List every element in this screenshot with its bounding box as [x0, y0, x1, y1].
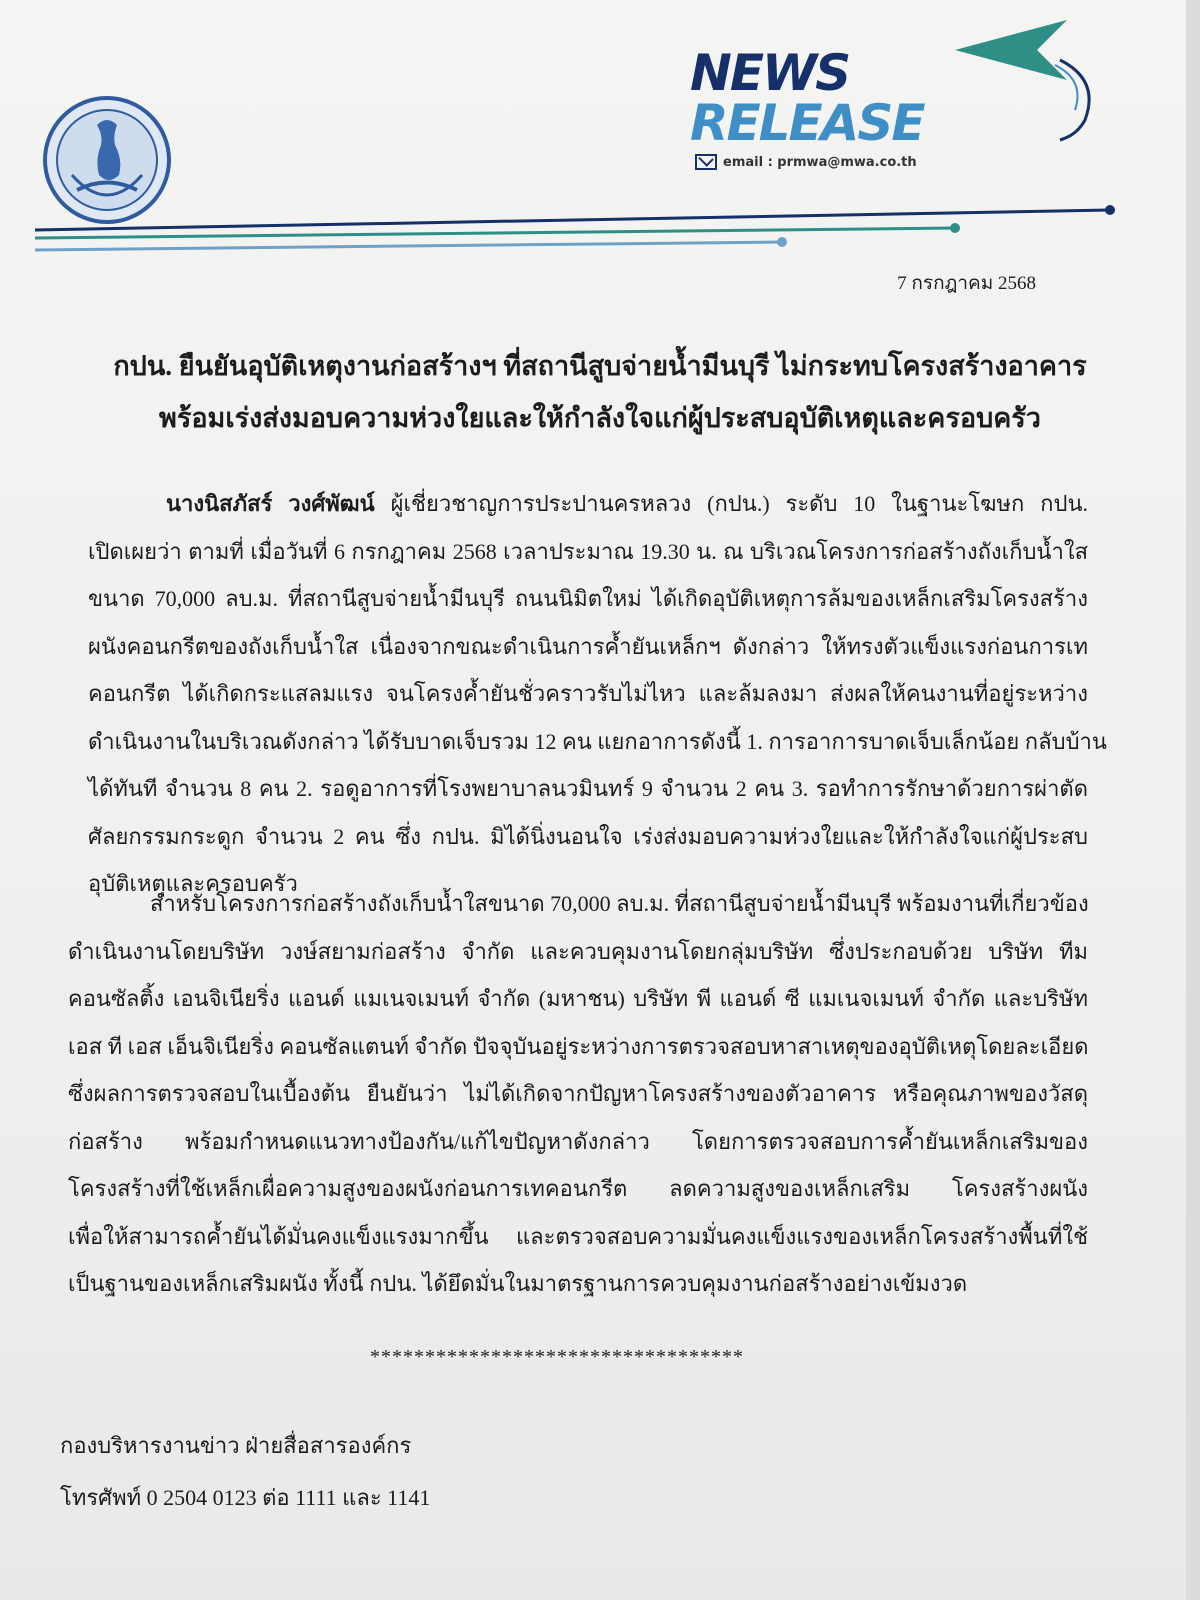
header-decorative-lines — [0, 200, 1200, 270]
body-line: ได้ทันที จำนวน 8 คน 2. รอดูอาการที่โรงพยาบาลนวมินทร์ 9 จำนวน 2 คน 3. รอทำการรักษาด้วยการผ่าตัด — [88, 776, 1088, 801]
body-line: เพื่อให้สามารถค้ำยันได้มั่นคงแข็งแรงมากขึ้น และตรวจสอบความมั่นคงแข็งแรงของเหล็กโครงสร้างพื้นที่ใช้ — [68, 1223, 1088, 1249]
body-line: เป็นฐานของเหล็กเสริมผนัง ทั้งนี้ กปน. ได้ยึดมั่นในมาตรฐานการควบคุมงานก่อสร้างอย่างเข้มงวด — [68, 1271, 968, 1296]
body-paragraph-2 — [68, 880, 1088, 1308]
separator-stars: ********************************** — [370, 1346, 744, 1368]
body-line: ผนังคอนกรีตของถังเก็บน้ำใส เนื่องจากขณะดำเนินการค้ำยันเหล็กฯ ดังกล่าว ให้ทรงตัวแข็งแรงก่อนการเท — [88, 633, 1088, 659]
body-line: อุบัติเหตุและครอบครัว — [88, 871, 298, 896]
contact-email — [695, 154, 917, 170]
body-line: ศัลยกรรมกระดูก จำนวน 2 คน ซึ่ง กปน. มิได้นิ่งนอนใจ เร่งส่งมอบความห่วงใยและให้กำลังใจแก่ผู้ประสบ — [88, 823, 1088, 849]
body-line: เอส ที เอส เอ็นจิเนียริ่ง คอนซัลแตนท์ จำกัด ปัจจุบันอยู่ระหว่างการตรวจสอบหาสาเหตุของอุบัติเหตุโดยละเอียด — [68, 1033, 1089, 1059]
mail-icon — [695, 154, 717, 170]
body-line: สำหรับโครงการก่อสร้างถังเก็บน้ำใสขนาด 70,000 ลบ.ม. ที่สถานีสูบจ่ายน้ำมีนบุรี พร้อมงานที่เกี่ยวข้อง — [150, 891, 1089, 916]
body-line: ดำเนินงานในบริเวณดังกล่าว ได้รับบาดเจ็บรวม 12 คน แยกอาการดังนี้ 1. การอาการบาดเจ็บเล็กน้อย กลับบ้าน — [88, 728, 1107, 754]
body-line: คอนกรีต ได้เกิดกระแสลมแรง จนโครงค้ำยันชั่วคราวรับไม่ไหว และล้มลงมา ส่งผลให้คนงานที่อยู่ระหว่าง — [88, 681, 1088, 706]
logo-arrow-icon — [955, 15, 1105, 145]
body-line: ซึ่งผลการตรวจสอบในเบื้องต้น ยืนยันว่า ไม่ได้เกิดจากปัญหาโครงสร้างของตัวอาคาร หรือคุณภาพของวัสดุ — [68, 1081, 1088, 1106]
spokesperson-name: นางนิสภัสร์ วงศ์พัฒน์ — [166, 491, 375, 516]
body-line: เปิดเผยว่า ตามที่ เมื่อวันที่ 6 กรกฎาคม 2568 เวลาประมาณ 19.30 น. ณ บริเวณโครงการก่อสร้างถังเก็บน้ำใส — [88, 538, 1088, 564]
body-line: ขนาด 70,000 ลบ.ม. ที่สถานีสูบจ่ายน้ำมีนบุรี ถนนนิมิตใหม่ ได้เกิดอุบัติเหตุการล้มของเหล็กเสริมโครงสร้าง — [88, 586, 1088, 611]
news-release-logo-release: RELEASE — [690, 94, 924, 152]
footer-contact — [60, 1420, 430, 1524]
footer-phone: โทรศัพท์ 0 2504 0123 ต่อ 1111 และ 1141 — [60, 1485, 431, 1510]
news-release-logo-news: NEWS — [690, 44, 850, 102]
body-line: คอนซัลติ้ง เอนจิเนียริ่ง แอนด์ แมเนจเมนท์ จำกัด (มหาชน) บริษัท พี แอนด์ ซี แมเนจเมนท์ จำกัด และบริษัท — [68, 986, 1088, 1011]
headline — [60, 340, 1140, 444]
headline-line-1: กปน. ยืนยันอุบัติเหตุงานก่อสร้างฯ ที่สถานีสูบจ่ายน้ำมีนบุรี ไม่กระทบโครงสร้างอาคาร — [113, 351, 1087, 381]
footer-department: กองบริหารงานข่าว ฝ่ายสื่อสารองค์กร — [60, 1433, 412, 1458]
email-text: email : prmwa@mwa.co.th — [723, 154, 917, 170]
body-line: ดำเนินงานโดยบริษัท วงษ์สยามก่อสร้าง จำกัด และควบคุมงานโดยกลุ่มบริษัท ซึ่งประกอบด้วย บริษัท ทีม — [68, 938, 1088, 964]
body-line: โครงสร้างที่ใช้เหล็กเผื่อความสูงของผนังก่อนการเทคอนกรีต ลดความสูงของเหล็กเสริม โครงสร้างผนัง — [68, 1176, 1088, 1201]
release-date: 7 กรกฎาคม 2568 — [897, 273, 1036, 294]
body-paragraph-1 — [88, 480, 1107, 908]
headline-line-2: พร้อมเร่งส่งมอบความห่วงใยและให้กำลังใจแก่ผู้ประสบอุบัติเหตุและครอบครัว — [159, 403, 1041, 433]
body-line: ผู้เชี่ยวชาญการประปานครหลวง (กปน.) ระดับ 10 ในฐานะโฆษก กปน. — [374, 491, 1088, 516]
body-line: ก่อสร้าง พร้อมกำหนดแนวทางป้องกัน/แก้ไขปัญหาดังกล่าว โดยการตรวจสอบการค้ำยันเหล็กเสริมของ — [68, 1128, 1088, 1154]
